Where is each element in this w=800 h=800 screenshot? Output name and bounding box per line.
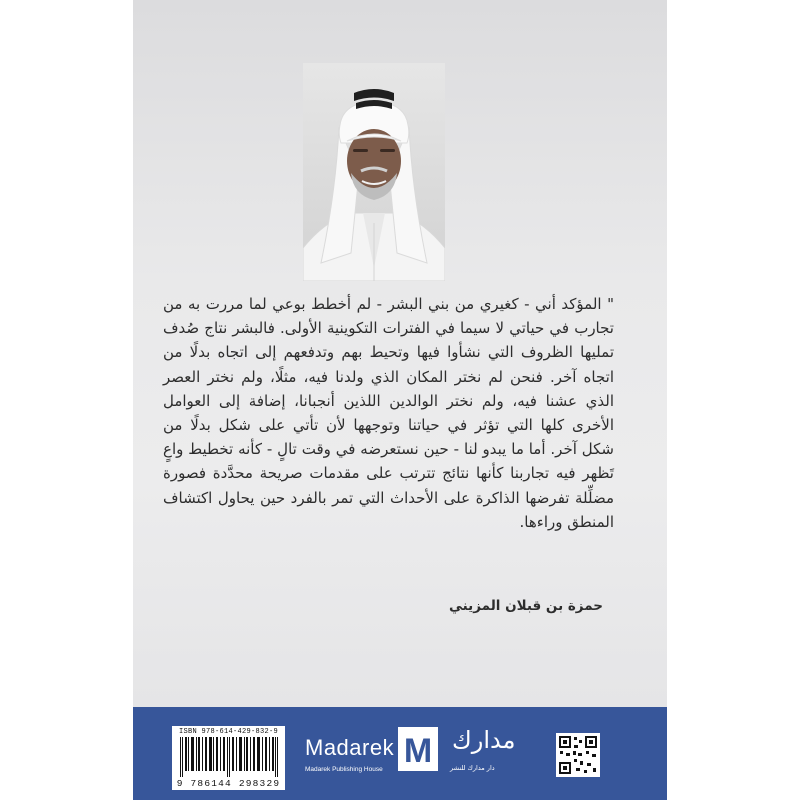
publisher-name-ar: مدارك	[452, 726, 516, 754]
author-photo	[303, 63, 445, 281]
publisher-logo-letter: M	[403, 732, 433, 770]
isbn-label: ISBN 978-614-429-832-9	[178, 728, 278, 736]
barcode-bars	[178, 737, 279, 777]
back-cover-quote: " المؤكد أني - كغيري من بني البشر - لم أخطط بوعي لما مررت به من تجارب في حياتي لا سيما في الفترات التكوينية الأولى. فالبشر نتاج صُدف تمليها الظروف التي نشأوا فيها وتحيط بهم وتدفعهم إلى اتجاه بدلًا من اتجاه آخر. فنحن لم نختر المكان الذي ولدنا فيه، مثلًا، ولم نختر العصر الذي عشنا فيه، ولم نختر الوالدين اللذين أنجبانا، إضافة إلى العوامل الأخرى كلها التي تؤثر في حياتنا وتوجهها لأن تأتي على شكل بدلًا من شكل آخر. أما ما يبدو لنا - حين نستعرضه في وقت تالٍ - كأنه تخطيط واعٍ تَظهر فيه تجاربنا كأنها نتائج تترتب على مقدمات صريحة محدَّدة فصورة مضلِّلة تفرضها الذاكرة على الأحداث التي تمر بالفرد حين يحاول اكتشاف المنطق وراءها.	[163, 295, 614, 531]
publisher-name-en: Madarek	[305, 735, 395, 760]
qr-code-icon	[556, 733, 600, 777]
isbn-barcode	[172, 726, 285, 790]
publisher-logo-icon	[398, 727, 438, 771]
publisher-tagline-en: Madarek Publishing House	[305, 766, 383, 773]
author-name: حمزة بن قبلان المزيني	[449, 598, 603, 614]
publisher-tagline-ar: دار مدارك للنشر	[450, 764, 495, 772]
isbn-digits: 9 786144 298329	[176, 778, 281, 789]
